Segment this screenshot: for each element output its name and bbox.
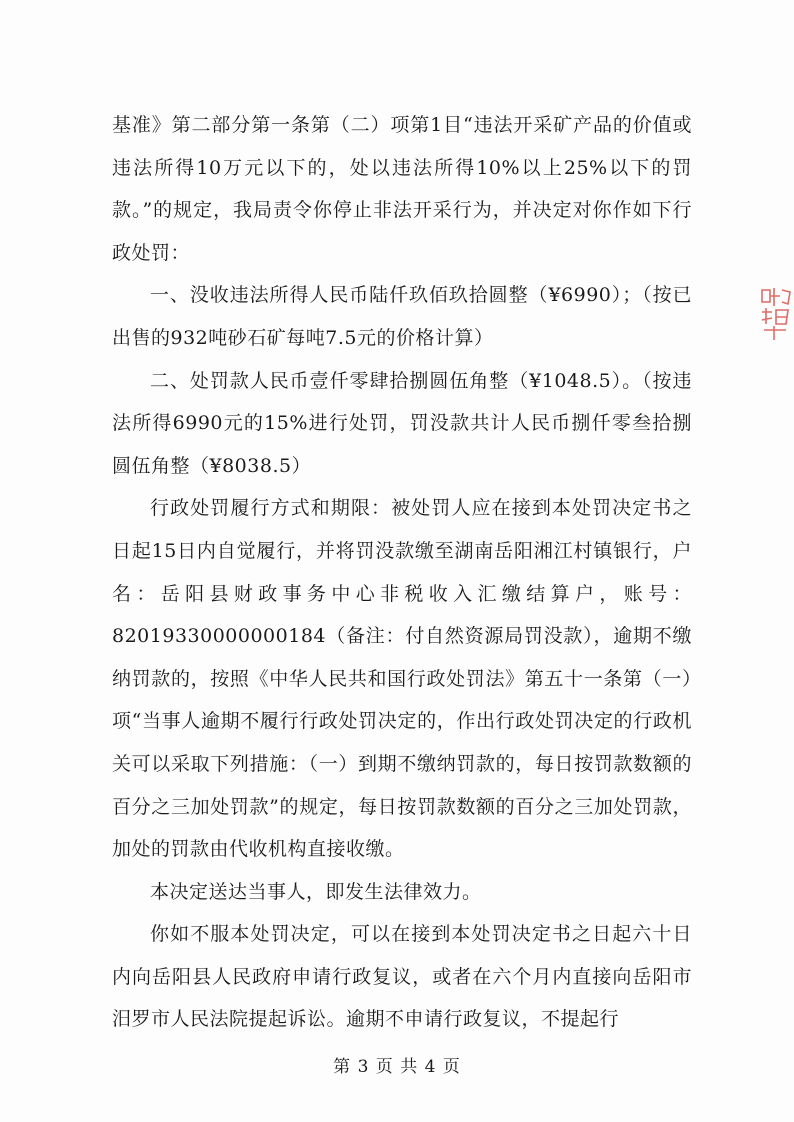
paragraph-effective: 本决定送达当事人，即发生法律效力。 — [150, 880, 482, 903]
official-seal-fragment — [756, 284, 794, 344]
paragraph-payment-terms: 行政处罚履行方式和期限：被处罚人应在接到本处罚决定书之日起15日内自觉履行，并将罚没款缴至湖南岳阳湘江村镇银行，户名：岳阳县财政事务中心非税收入汇缴结算户，账号：82019330000000184（备注：付自然资源局罚没款），逾期不缴纳罚款的，按照《中华人民共和国行政处罚法》第五十一条第（一）项“当事人逾期不履行行政处罚决定的，作出行政处罚决定的行政机关可以采取下列措施：（一）到期不缴纳罚款的，每日按罚款数额的百分之三加处罚款”的规定，每日按罚款数额的百分之三加处罚款，加处的罚款由代收机构直接收缴。 — [112, 497, 692, 861]
page-number-footer: 第 3 页 共 4 页 — [333, 1057, 461, 1077]
paragraph-fine: 二、处罚款人民币壹仟零肆拾捌圆伍角整（¥1048.5）。（按违法所得6990元的15%进行处罚，罚没款共计人民币捌仟零叁拾捌圆伍角整（¥8038.5） — [112, 369, 692, 477]
paragraph-confiscation: 一、没收违法所得人民币陆仟玖佰玖拾圆整（¥6990）；（按已出售的932吨砂石矿每吨7.5元的价格计算） — [112, 284, 692, 349]
paragraph-penalty-basis: 基准》第二部分第一条第（二）项第1目“违法开采矿产品的价值或违法所得10万元以下的，处以违法所得10%以上25%以下的罚款。”的规定，我局责令你停止非法开采行为，并决定对你作如下行政处罚： — [112, 114, 692, 264]
document-body — [112, 104, 692, 1041]
paragraph-appeal: 你如不服本处罚决定，可以在接到本处罚决定书之日起六十日内向岳阳县人民政府申请行政复议，或者在六个月内直接向岳阳市汨罗市人民法院提起诉讼。逾期不申请行政复议，不提起行 — [112, 923, 692, 1031]
